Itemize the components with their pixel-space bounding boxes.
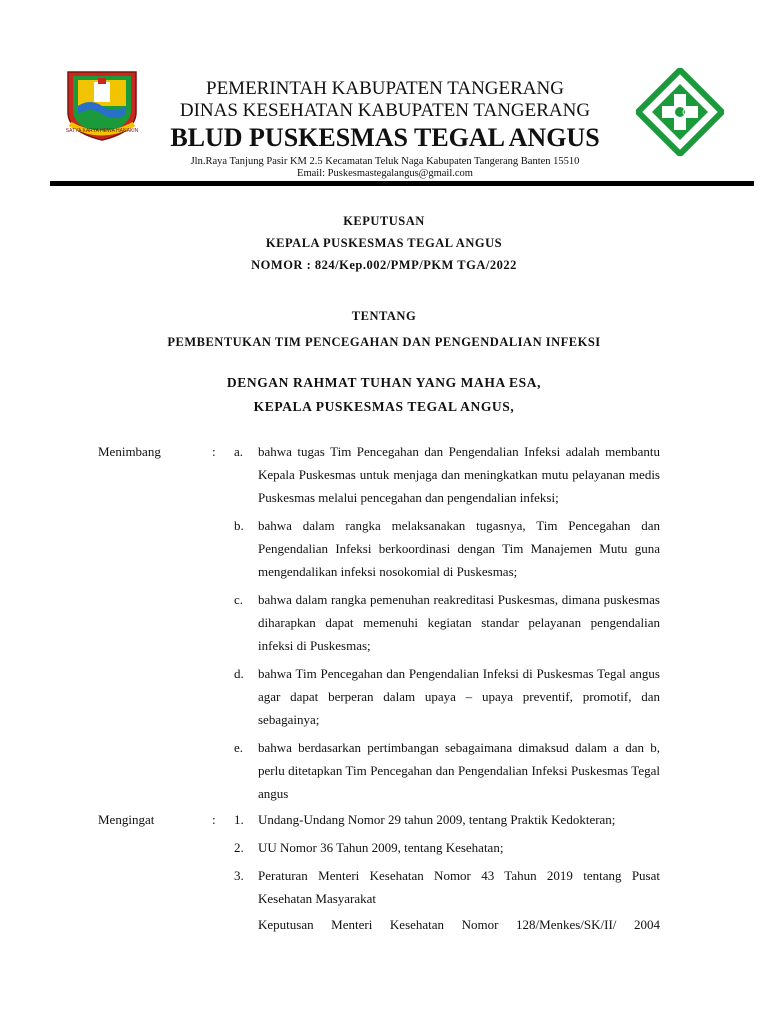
tentang-label: TENTANG [351,309,417,323]
puskesmas-logo [636,68,724,156]
subject-text: PEMBENTUKAN TIM PENCEGAHAN DAN PENGENDALIAN INFEKSI [167,335,601,349]
mengingat-label: Mengingat [98,812,155,827]
item-marker: e. [234,740,244,755]
opening-line-1: DENGAN RAHMAT TUHAN YANG MAHA ESA, [226,375,542,390]
item-marker: c. [234,592,244,607]
item-marker [234,913,258,936]
item-text: bahwa dalam rangka pemenuhan reakreditasi Puskesmas, dimana puskesmas diharapkan dapat memenuhi kegiatan standar pelayanan pengendalian infeksi di Puskesmas; [258,592,660,653]
item-text: Peraturan Menteri Kesehatan Nomor 43 Tahun 2019 tentang Pusat Kesehatan Masyarakat [258,868,660,906]
opening-line-2: KEPALA PUSKESMAS TEGAL ANGUS, [253,399,515,414]
menimbang-item [98,514,660,583]
letterhead-divider [50,181,754,186]
item-marker: 1. [234,812,244,827]
decree-type: KEPUTUSAN [343,214,425,228]
mengingat-item [98,836,660,859]
kabupaten-tangerang-logo [64,68,140,144]
decree-issuer: KEPALA PUSKESMAS TEGAL ANGUS [265,236,503,250]
menimbang-item [98,588,660,657]
decree-body [98,440,660,936]
letterhead-institution: BLUD PUSKESMAS TEGAL ANGUS [170,123,600,152]
decree-number: NOMOR : 824/Kep.002/PMP/PKM TGA/2022 [251,258,517,272]
item-text: Keputusan Menteri Kesehatan Nomor 128/Menkes/SK/II/ 2004 [258,917,660,932]
menimbang-colon: : [212,444,216,459]
menimbang-item [98,736,660,805]
item-text: bahwa tugas Tim Pencegahan dan Pengendalian Infeksi adalah membantu Kepala Puskesmas untuk menjaga dan meningkatkan mutu pelayanan medis Puskesmas melalui pencegahan dan pengendalian infeksi; [258,444,660,505]
decree-subject [0,305,768,353]
item-marker: 3. [234,868,244,883]
menimbang-item [98,440,660,509]
letterhead-email: Email: Puskesmastegalangus@gmail.com [297,168,473,179]
letterhead-department: DINAS KESEHATAN KABUPATEN TANGERANG [179,100,591,121]
item-text: Undang-Undang Nomor 29 tahun 2009, tentang Praktik Kedokteran; [258,812,616,827]
menimbang-label: Menimbang [98,444,161,459]
opening-formula [0,372,768,418]
decree-title [0,210,768,276]
item-marker: b. [234,518,244,533]
logo-motto: SATYA KARYA HEWA HANAKIN [65,128,139,134]
item-marker: a. [234,444,244,459]
menimbang-item [98,662,660,731]
item-marker: 2. [234,840,244,855]
item-text: bahwa Tim Pencegahan dan Pengendalian Infeksi di Puskesmas Tegal angus agar dapat berperan dalam upaya – upaya preventif, promotif, dan sebagainya; [258,666,660,727]
item-marker: d. [234,666,244,681]
letterhead-government: PEMERINTAH KABUPATEN TANGERANG [206,78,564,99]
letterhead [140,78,630,180]
mengingat-item [98,864,660,910]
item-text: bahwa dalam rangka melaksanakan tugasnya, Tim Pencegahan dan Pengendalian Infeksi berkoordinasi dengan Tim Manajemen Mutu guna mengendalikan infeksi nosokomial di Puskesmas; [258,518,660,579]
mengingat-item [98,808,660,831]
letterhead-address: Jln.Raya Tanjung Pasir KM 2.5 Kecamatan Teluk Naga Kabupaten Tangerang Banten 15510 [190,156,580,167]
mengingat-item [98,913,660,936]
mengingat-colon: : [212,812,216,827]
item-text: bahwa berdasarkan pertimbangan sebagaimana dimaksud dalam a dan b, perlu ditetapkan Tim Pencegahan dan Pengendalian Infeksi Puskesmas Tegal angus [258,740,660,801]
item-text: UU Nomor 36 Tahun 2009, tentang Kesehatan; [258,840,504,855]
